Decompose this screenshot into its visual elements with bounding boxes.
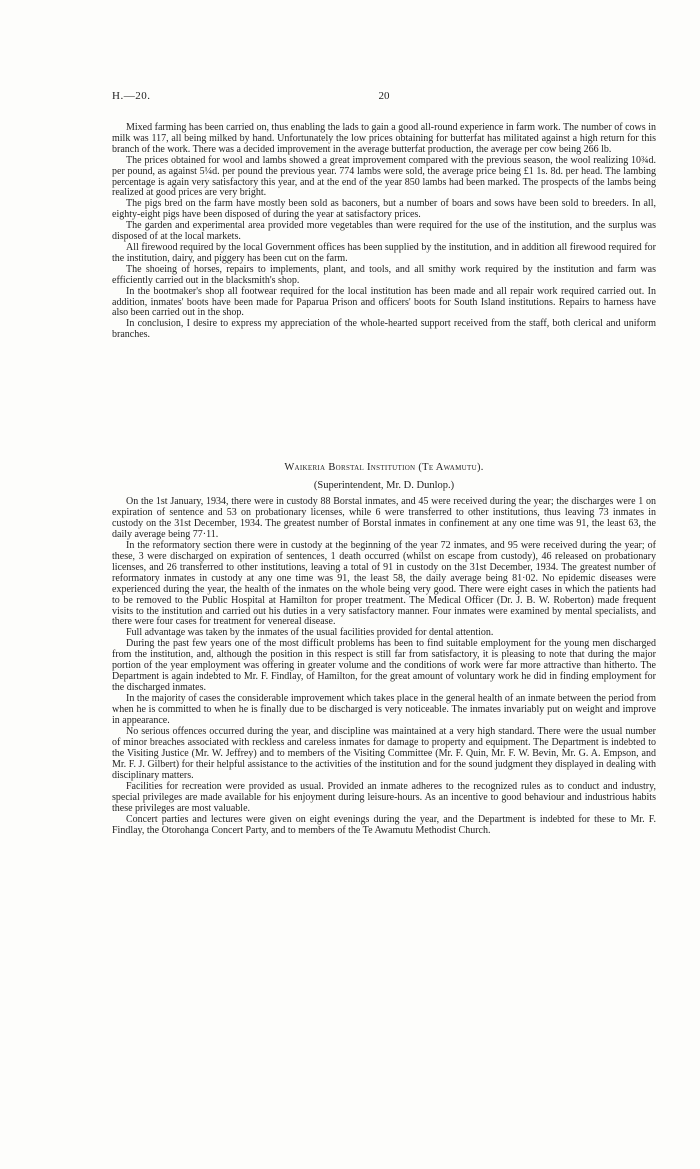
report-reference: H.—20. xyxy=(112,90,151,102)
paragraph-employment: During the past few years one of the most difficult problems has been to find suitable employment for the young men discharged from the institution, and, although the position in this respect is still far from satisfactory, it is pleasing to note that during the major portion of the year employment was offering in greater volume and the conditions of work were far more attractive than hitherto. The Department is again indebted to Mr. F. Findlay, of Hamilton, for the great amount of voluntary work he did in finding employment for the discharged inmates. xyxy=(112,638,656,694)
paragraph-garden: The garden and experimental area provided more vegetables than were required for the use of the institution, and the surplus was disposed of at the local markets. xyxy=(112,220,656,243)
paragraph-borstal-custody: On the 1st January, 1934, there were in custody 88 Borstal inmates, and 45 were received during the year; the discharges were 1 on expiration of sentence and 53 on probationary licenses, while 6 were transferred to other institutions, thus leaving 73 inmates in custody on the 31st December, 1934. The greatest number of Borstal inmates in confinement at any one time was 91, the least 63, the daily average being 77·11. xyxy=(112,496,656,540)
paragraph-concerts: Concert parties and lectures were given on eight evenings during the year, and the Department is indebted for these to Mr. F. Findlay, the Otorohanga Concert Party, and to members of the Te Awamutu Methodist Church. xyxy=(112,813,656,836)
waikeria-section xyxy=(112,462,656,837)
paragraph-health: In the majority of cases the considerable improvement which takes place in the general health of an inmate between the period from when he is committed to when he is finally due to be discharged is very noticeable. The inmates invariably put on weight and improve in appearance. xyxy=(112,693,656,727)
running-header xyxy=(112,90,656,104)
paragraph-conclusion: In conclusion, I desire to express my appreciation of the whole-hearted support received from the staff, both clerical and uniform branches. xyxy=(112,318,656,341)
paragraph-wool-lambs: The prices obtained for wool and lambs showed a great improvement compared with the previous season, the wool realizing 10¾d. per pound, as against 5¼d. per pound the previous year. 774 lambs were sold, the average price being £1 1s. 8d. per head. The lambing percentage is again very satisfactory this year, and at the end of the year 850 lambs had been marked. The prospects of the lambs being realized at good prices are very bright. xyxy=(112,154,656,199)
paragraph-firewood: All firewood required by the local Government offices has been supplied by the institution, and in addition all firewood required for the institution, dairy, and piggery has been cut on the farm. xyxy=(112,241,656,264)
paragraph-pigs: The pigs bred on the farm have mostly been sold as baconers, but a number of boars and sows have been sold to breeders. In all, eighty-eight pigs have been disposed of during the year at satisfactory prices. xyxy=(112,198,656,221)
paragraph-discipline: No serious offences occurred during the year, and discipline was maintained at a very high standard. There were the usual number of minor breaches associated with reckless and careless inmates for damage to property and equipment. The Department is indebted to the Visiting Justice (Mr. W. Jeffrey) and to members of the Visiting Committee (Mr. F. Quin, Mr. F. W. Bevin, Mr. G. A. Empson, and Mr. F. J. Gilbert) for their helpful assistance to the activities of the institution and for the sound judgment they displayed in dealing with disciplinary matters. xyxy=(112,726,656,781)
paragraph-blacksmith: The shoeing of horses, repairs to implements, plant, and tools, and all smithy work required by the institution and farm was efficiently carried out in the blacksmith's shop. xyxy=(112,263,656,286)
section-subheading: (Superintendent, Mr. D. Dunlop.) xyxy=(313,480,455,491)
paragraph-mixed-farming: Mixed farming has been carried on, thus enabling the lads to gain a good all-round experience in farm work. The number of cows in milk was 117, all being milked by hand. Unfortunately the low prices obtaining for butterfat has militated against a high return for this branch of the work. There was a decided improvement in the average butterfat production, the average per cow being 266 lb. xyxy=(112,122,656,155)
farm-report-text xyxy=(112,123,656,341)
section-heading: Waikeria Borstal Institution (Te Awamutu). xyxy=(284,462,484,473)
page-number: 20 xyxy=(378,90,390,102)
paragraph-reformatory: In the reformatory section there were in custody at the beginning of the year 72 inmates, and 95 were received during the year; of these, 3 were discharged on expiration of sentences, 1 death occurred (whilst on escape from custody), 46 released on probationary licenses, and 26 transferred to other institutions, leaving a total of 91 in custody on the 31st December, 1934. The greatest number of reformatory inmates in custody at any one time was 91, the least 58, the daily average being 81·02. No epidemic diseases were experienced during the year, the health of the inmates on the whole being very good. There were eight cases in which the patients had to be removed to the Public Hospital at Hamilton for proper treatment. The Medical Officer (Dr. J. B. W. Roberton) made frequent visits to the institution and carried out his duties in a very satisfactory manner. Four inmates were examined by mental specialists, and there were four cases for treatment for venereal disease. xyxy=(112,539,656,628)
paragraph-bootmaker: In the bootmaker's shop all footwear required for the local institution has been made and all repair work required carried out. In addition, inmates' boots have been made for Paparua Prison and officers' boots for South Island institutions. Repairs to harness have also been carried out in the shop. xyxy=(112,285,656,319)
paragraph-dental: Full advantage was taken by the inmates of the usual facilities provided for dental attention. xyxy=(126,627,494,639)
paragraph-recreation: Facilities for recreation were provided as usual. Provided an inmate adheres to the recognized rules as to conduct and industry, special privileges are made available for his enjoyment during leisure-hours. As an incentive to good behaviour and industrious habits these privileges are most valuable. xyxy=(112,780,656,814)
